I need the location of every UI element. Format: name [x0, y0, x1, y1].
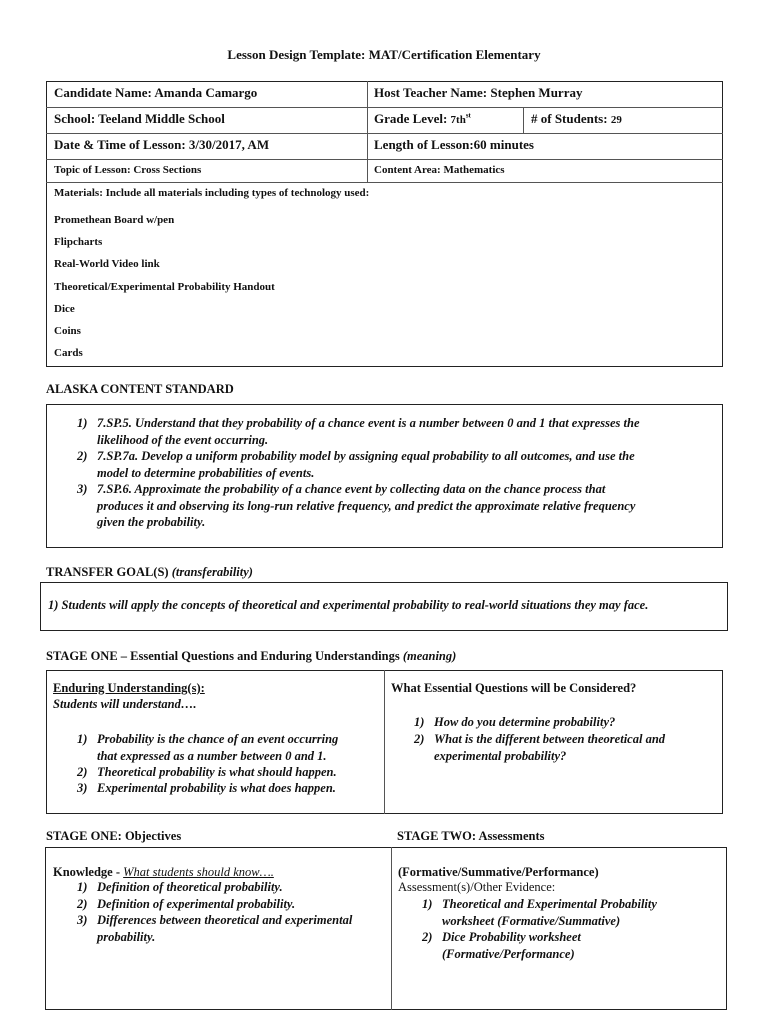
objective-item: 2) Definition of experimental probability.	[77, 897, 296, 911]
objectives-heading: STAGE ONE: Objectives	[46, 829, 182, 843]
lesson-topic: Topic of Lesson: Cross Sections	[54, 164, 202, 176]
stage-one-heading: STAGE ONE – Essential Questions and Enduring Understandings (meaning)	[46, 649, 457, 663]
material-item: Coins	[54, 325, 81, 338]
content-area: Content Area: Mathematics	[374, 164, 505, 176]
material-item: Cards	[54, 347, 83, 360]
grade-level: Grade Level: $7th^{st}$	[374, 111, 471, 126]
school: School: Teeland Middle School	[54, 111, 225, 126]
transfer-goal: 1) Students will apply the concepts of theoretical and experimental probability to real-world situations they may face.	[48, 598, 649, 612]
objective-item: 1) Definition of theoretical probability.	[77, 880, 283, 894]
assessment-item: 2) Dice Probability worksheet (Formative/Performance)	[422, 930, 581, 961]
lesson-date: Date & Time of Lesson: 3/30/2017, AM	[54, 137, 270, 152]
standard-item: 3) 7.SP.6. Approximate the probability of a chance event by collecting data on the chance process that produces it and observing its long-run relative frequency, and predict the approximate relative frequency given the probability.	[77, 482, 636, 529]
standard-heading: ALASKA CONTENT STANDARD	[46, 382, 234, 396]
assessments-heading: STAGE TWO: Assessments	[397, 829, 545, 843]
materials-label: Materials: Include all materials including types of technology used:	[54, 187, 370, 199]
eu-item: 1) Probability is the chance of an event occurring that expressed as a number between 0 and 1.	[77, 732, 339, 763]
material-item: Dice	[54, 302, 75, 315]
material-item: Theoretical/Experimental Probability Handout	[54, 280, 275, 293]
essential-questions-title: What Essential Questions will be Considered?	[391, 681, 637, 695]
assessment-item: 1) Theoretical and Experimental Probability worksheet (Formative/Summative)	[422, 897, 657, 928]
candidate-name: Candidate Name: Amanda Camargo	[54, 85, 258, 100]
eq-item: 1) How do you determine probability?	[414, 715, 616, 729]
material-item: Flipcharts	[54, 236, 103, 249]
transfer-heading: TRANSFER GOAL(S) (transferability)	[46, 565, 253, 579]
number-of-students: # of Students: 29	[531, 111, 622, 126]
assessment-evidence-label: Assessment(s)/Other Evidence:	[398, 880, 556, 894]
assessment-type: (Formative/Summative/Performance)	[398, 865, 599, 879]
students-will-understand: Students will understand….	[53, 697, 197, 711]
standard-item: 1) 7.SP.5. Understand that they probability of a chance event is a number between 0 and 1 that expresses the likelihood of the event occurring.	[77, 416, 640, 447]
objective-item: 3) Differences between theoretical and experimental probability.	[77, 913, 353, 944]
document-title: Lesson Design Template: MAT/Certification Elementary	[227, 47, 541, 62]
eq-item: 2) What is the different between theoretical and experimental probability?	[414, 732, 666, 763]
materials-list	[54, 209, 275, 364]
enduring-understandings-title: Enduring Understanding(s):	[53, 681, 205, 695]
eu-item: 2) Theoretical probability is what should happen.	[77, 765, 337, 779]
lesson-length: Length of Lesson:60 minutes	[374, 137, 534, 152]
knowledge-label: Knowledge - What students should know….	[53, 865, 274, 879]
material-item: Real-World Video link	[54, 258, 160, 271]
standard-item: 2) 7.SP.7a. Develop a uniform probability model by assigning equal probability to all outcomes, and use the model to determine probabilities of events.	[77, 449, 635, 480]
host-teacher: Host Teacher Name: Stephen Murray	[374, 85, 583, 100]
material-item: Promethean Board w/pen	[54, 214, 175, 226]
eu-item: 3) Experimental probability is what does happen.	[77, 781, 336, 795]
